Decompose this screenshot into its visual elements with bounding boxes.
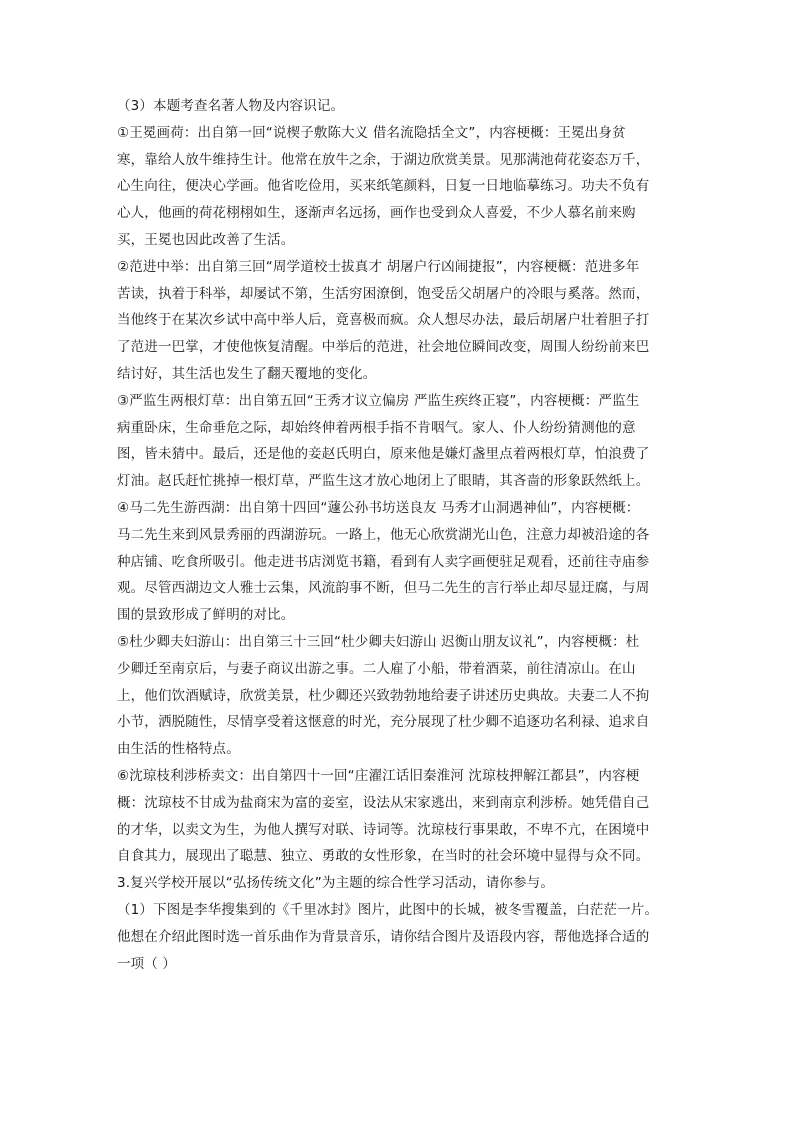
paragraph-line: 结讨好，其生活也发生了翻天覆地的变化。 <box>117 365 377 382</box>
paragraph-line: 灯油。赵氏赶忙挑掉一根灯草，严监生这才放心地闭上了眼睛，其吝啬的形象跃然纸上。 <box>117 473 650 490</box>
paragraph-line: ⑤杜少卿夫妇游山：出自第三十三回“杜少卿夫妇游山 迟衡山朋友议礼”，内容梗概：杜 <box>117 633 640 650</box>
paragraph-line: 上，他们饮酒赋诗，欣赏美景，杜少卿还兴致勃勃地给妻子讲述历史典故。夫妻二人不拘 <box>117 687 650 704</box>
paragraph-line: 种店铺、吃食所吸引。他走进书店浏览书籍，看到有人卖字画便驻足观看，还前往寺庙参 <box>117 553 650 570</box>
question-line: 他想在介绍此图时选一首乐曲作为背景音乐，请你结合图片及语段内容，帮他选择合适的 <box>117 928 650 945</box>
paragraph-line: 马二先生来到风景秀丽的西湖游玩。一路上，他无心欣赏湖光山色，注意力却被沿途的各 <box>117 526 650 543</box>
section-heading: （3）本题考查名著人物及内容识记。 <box>117 98 345 114</box>
paragraph-line: 苦读，执着于科举，却屡试不第，生活穷困潦倒，饱受岳父胡屠户的冷眼与奚落。然而， <box>117 285 650 302</box>
paragraph-line: 当他终于在某次乡试中高中举人后，竟喜极而疯。众人想尽办法，最后胡屠户壮着胆子打 <box>117 312 650 329</box>
paragraph-line: 小节，洒脱随性，尽情享受着这惬意的时光，充分展现了杜少卿不追逐功名利禄、追求自 <box>117 714 650 731</box>
paragraph-line: 了范进一巴掌，才使他恢复清醒。中举后的范进，社会地位瞬间改变，周围人纷纷前来巴 <box>117 339 650 356</box>
paragraph-line: 围的景致形成了鲜明的对比。 <box>117 607 295 624</box>
paragraph-line: 寒，靠给人放牛维持生计。他常在放牛之余，于湖边欣赏美景。见那满池荷花姿态万千， <box>117 151 650 168</box>
document-body <box>117 93 679 977</box>
paragraph-line: ④马二先生游西湖：出自第十四回“蘧公孙书坊送良友 马秀才山洞遇神仙”，内容梗概： <box>117 499 640 516</box>
paragraph-line: ⑥沈琼枝利涉桥卖文：出自第四十一回“庄濯江话旧秦淮河 沈琼枝押解江都县”，内容梗 <box>117 767 640 784</box>
paragraph-line: 买，王冕也因此改善了生活。 <box>117 231 295 248</box>
answer-blank: 一项（ ） <box>117 955 177 972</box>
paragraph-line: 自食其力，展现出了聪慧、独立、勇敢的女性形象，在当时的社会环境中显得与众不同。 <box>117 848 650 865</box>
paragraph-line: 观。尽管西湖边文人雅士云集，风流韵事不断，但马二先生的言行举止却尽显迂腐，与周 <box>117 580 650 597</box>
paragraph-line: 病重卧床，生命垂危之际，却始终伸着两根手指不肯咽气。家人、仆人纷纷猜测他的意 <box>117 419 636 436</box>
question-heading: 3.复兴学校开展以“弘扬传统文化”为主题的综合性学习活动，请你参与。 <box>117 875 554 892</box>
paragraph-line: ②范进中举：出自第三回“周学道校士拔真才 胡屠户行凶闹捷报”，内容梗概：范进多年 <box>117 258 640 275</box>
question-line: （1）下图是李华搜集到的《千里冰封》图片，此图中的长城，被冬雪覆盖，白茫茫一片。 <box>117 901 659 918</box>
paragraph-line: 的才华，以卖文为生，为他人撰写对联、诗词等。沈琼枝行事果敢，不卑不亢，在困境中 <box>117 821 650 838</box>
paragraph-line: 概：沈琼枝不甘成为盐商宋为富的妾室，设法从宋家逃出，来到南京利涉桥。她凭借自己 <box>117 794 650 811</box>
paragraph-line: ①王冕画荷：出自第一回“说楔子敷陈大义 借名流隐括全文”，内容梗概：王冕出身贫 <box>117 124 626 141</box>
paragraph-line: 少卿迁至南京后，与妻子商议出游之事。二人雇了小船，带着酒菜，前往清凉山。在山 <box>117 660 636 677</box>
paragraph-line: 由生活的性格特点。 <box>117 741 240 758</box>
paragraph-line: 心生向往，便决心学画。他省吃俭用，买来纸笔颜料，日复一日地临摹练习。功夫不负有 <box>117 178 650 195</box>
paragraph-line: 图，皆未猜中。最后，还是他的妾赵氏明白，原来他是嫌灯盏里点着两根灯草，怕浪费了 <box>117 446 650 463</box>
paragraph-line: 心人，他画的荷花栩栩如生，逐渐声名远扬，画作也受到众人喜爱，不少人慕名前来购 <box>117 205 636 222</box>
paragraph-line: ③严监生两根灯草：出自第五回“王秀才议立偏房 严监生疾终正寝”，内容梗概：严监生 <box>117 392 640 409</box>
